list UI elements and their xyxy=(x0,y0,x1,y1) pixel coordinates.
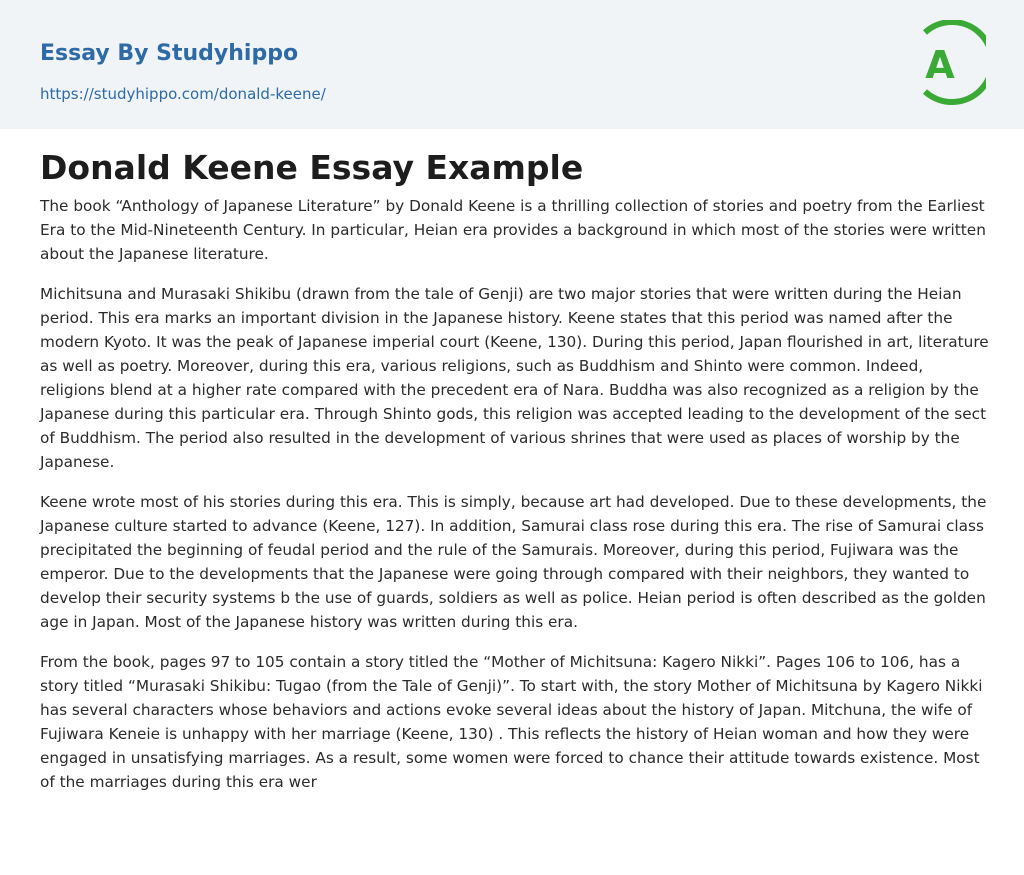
brand-title[interactable]: Essay By Studyhippo xyxy=(40,41,299,66)
essay-url-link[interactable]: https://studyhippo.com/donald-keene/ xyxy=(40,85,326,103)
paragraph: Keene wrote most of his stories during this era. This is simply, because art had developed. Due to these developments, the Japanese culture started to advance (Keene, 127). In addition, Samurai class rose during this era. The rise of Samurai class precipitated the beginning of feudal period and the rule of the Samurais. Moreover, during this period, Fujiwara was the emperor. Due to the developments that the Japanese were going through compared with their neighbors, they wanted to develop their security systems b the use of guards, soldiers as well as police. Heian period is often described as the golden age in Japan. Most of the Japanese history was written during this era. xyxy=(40,493,987,631)
page-title: Donald Keene Essay Example xyxy=(40,148,584,187)
paragraph: The book “Anthology of Japanese Literature” by Donald Keene is a thrilling collection of stories and poetry from the Earliest Era to the Mid-Nineteenth Century. In particular, Heian era provides a background in which most of the stories were written about the Japanese literature. xyxy=(40,197,986,263)
paragraph: Michitsuna and Murasaki Shikibu (drawn from the tale of Genji) are two major stories that were written during the Heian period. This era marks an important division in the Japanese history. Keene states that this period was named after the modern Kyoto. It was the peak of Japanese imperial court (Keene, 130). During this period, Japan flourished in art, literature as well as poetry. Moreover, during this era, various religions, such as Buddhism and Shinto were common. Indeed, religions blend at a higher rate compared with the precedent era of Nara. Buddha was also recognized as a religion by the Japanese during this particular era. Through Shinto gods, this religion was accepted leading to the development of the sect of Buddhism. The period also resulted in the development of various shrines that were used as places of worship by the Japanese. xyxy=(40,285,989,471)
paragraph: From the book, pages 97 to 105 contain a story titled the “Mother of Michitsuna: Kagero Nikki”. Pages 106 to 106, has a story titled “Murasaki Shikibu: Tugao (from the Tale of Genji)”. To start with, the story Mother of Michitsuna by Kagero Nikki has several characters whose behaviors and actions evoke several ideas about the history of Japan. Mitchuna, the wife of Fujiwara Keneie is unhappy with her marriage (Keene, 130) . This reflects the history of Heian woman and how they were engaged in unsatisfying marriages. As a result, some women were forced to chance their attitude towards existence. Most of the marriages during this era wer xyxy=(40,653,983,791)
studyhippo-logo[interactable] xyxy=(912,20,986,106)
article xyxy=(40,146,990,810)
site-header xyxy=(0,0,1024,129)
logo-a-icon xyxy=(912,20,986,106)
logo-letter: A xyxy=(925,43,955,87)
